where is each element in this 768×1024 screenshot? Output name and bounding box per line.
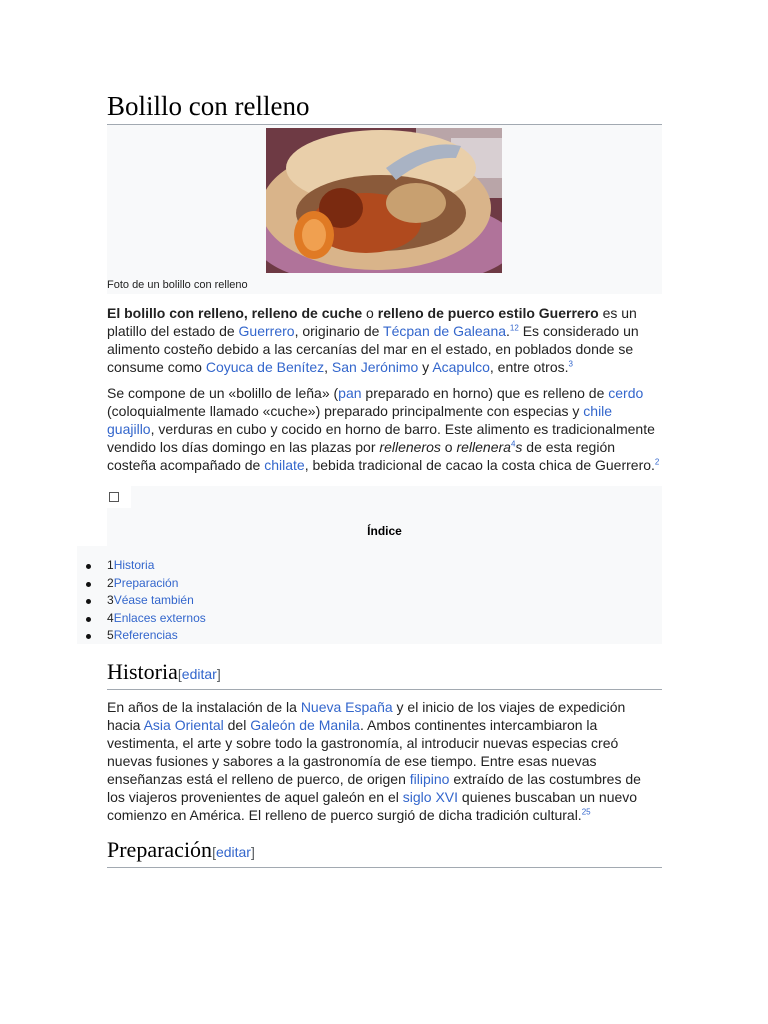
bolillo-photo[interactable] xyxy=(266,128,502,273)
link-pan[interactable]: pan xyxy=(338,385,362,401)
text: Es considerado un alimento costeño debido a las cercanías del mar en el estado, en poblados donde se consume como xyxy=(107,323,639,375)
historia-paragraph xyxy=(107,698,662,824)
figure-caption: Foto de un bolillo con relleno xyxy=(107,279,248,291)
bold-term: El bolillo con relleno, relleno de cuche xyxy=(107,305,363,321)
link-asia-oriental[interactable]: Asia Oriental xyxy=(143,717,224,733)
ref-sup[interactable]: 25 xyxy=(581,807,591,817)
toc-item-enlaces-externos[interactable] xyxy=(107,610,206,628)
text: y el inicio de los viajes de expedición hacia xyxy=(107,699,626,733)
toc-number: 1 xyxy=(107,558,114,572)
link-san-jeronimo[interactable]: San Jerónimo xyxy=(331,359,419,375)
heading-text: Preparación xyxy=(107,837,213,862)
italic-term: relleneros xyxy=(379,439,441,455)
bracket: ] xyxy=(216,666,221,682)
text: , bebida tradicional de cacao la costa chica de Guerrero. xyxy=(304,457,655,473)
toc-number: 5 xyxy=(107,628,114,642)
bracket: ] xyxy=(250,844,255,860)
text: , originario de xyxy=(294,323,384,339)
toc-title: Índice xyxy=(367,524,402,538)
section-heading-historia xyxy=(107,658,662,690)
composition-paragraph xyxy=(107,384,662,474)
heading-text: Historia xyxy=(107,659,178,684)
text: . xyxy=(506,323,510,339)
article xyxy=(107,90,662,868)
toc-link[interactable]: Referencias xyxy=(113,628,178,642)
intro-paragraph xyxy=(107,304,662,376)
bold-term: relleno de puerco estilo Guerrero xyxy=(377,305,599,321)
toc-link[interactable]: Véase también xyxy=(113,593,194,607)
text: . Ambos continentes intercambiaron la vestimenta, el arte y sobre todo la gastronomía, al introducir nuevas especias creó nuevas fusiones y sabores a la gastronomía de ese tiempo. Entre esas nuevas enseñanzas está el relleno de puerco, de origen xyxy=(107,717,619,787)
toc-panel-extension xyxy=(77,546,107,644)
text: preparado en horno) que es relleno de xyxy=(361,385,609,401)
link-galeon-manila[interactable]: Galeón de Manila xyxy=(250,717,360,733)
text: o xyxy=(440,439,457,455)
text: o xyxy=(362,305,378,321)
ref-sup[interactable]: 4 xyxy=(510,439,516,449)
link-coyuca[interactable]: Coyuca de Benítez xyxy=(205,359,325,375)
edit-section xyxy=(178,666,221,682)
link-chile-guajillo[interactable]: chile guajillo xyxy=(107,403,613,437)
link-chilate[interactable]: chilate xyxy=(264,457,305,473)
text: , verduras en cubo y cocido en horno de barro. Este alimento es tradicionalmente vendido los días domingo en las plazas por xyxy=(107,421,655,455)
bracket: [ xyxy=(177,666,182,682)
link-guerrero[interactable]: Guerrero xyxy=(238,323,295,339)
ref-sup[interactable]: 12 xyxy=(509,323,519,333)
edit-link[interactable]: editar xyxy=(181,666,217,682)
link-filipino[interactable]: filipino xyxy=(409,771,450,787)
link-nueva-espana[interactable]: Nueva España xyxy=(300,699,393,715)
toc-link[interactable]: Preparación xyxy=(113,575,179,590)
page-title: Bolillo con relleno xyxy=(107,90,662,125)
toc-list xyxy=(107,557,206,645)
toc-number: 4 xyxy=(107,610,114,625)
text: En años de la instalación de la xyxy=(107,699,301,715)
toc-number: 2 xyxy=(107,575,114,590)
italic-term: s xyxy=(515,439,523,455)
text: de esta región costeña acompañado de xyxy=(107,439,616,473)
ref-sup[interactable]: 3 xyxy=(568,359,573,369)
link-siglo-xvi[interactable]: siglo XVI xyxy=(402,789,459,805)
text: del xyxy=(223,717,251,733)
bracket: [ xyxy=(212,844,216,860)
toc-toggle-checkbox[interactable] xyxy=(107,486,131,508)
toc-link[interactable]: Enlaces externos xyxy=(113,610,206,625)
toc-item-preparacion[interactable] xyxy=(107,575,206,593)
text: , xyxy=(324,359,332,375)
toc-number: 3 xyxy=(107,593,114,607)
checkbox-icon xyxy=(109,492,119,502)
toc-item-historia[interactable] xyxy=(107,557,206,575)
section-heading-preparacion xyxy=(107,836,662,868)
toc-item-vease-tambien[interactable] xyxy=(107,592,206,610)
edit-link[interactable]: editar xyxy=(215,844,251,860)
ref-sup[interactable]: 2 xyxy=(654,457,660,467)
link-acapulco[interactable]: Acapulco xyxy=(432,359,490,375)
text: y xyxy=(418,359,433,375)
text: extraído de las costumbres de los viajeros provenientes de aquel galeón en el xyxy=(107,771,641,805)
text: quienes buscaban un nuevo comienzo en América. El relleno de puerco surgió de dicha tradición cultural. xyxy=(107,789,638,823)
link-tecpan[interactable]: Técpan de Galeana xyxy=(383,323,507,339)
text: es un platillo del estado de xyxy=(107,305,637,339)
link-cerdo[interactable]: cerdo xyxy=(608,385,644,401)
text: , entre otros. xyxy=(489,359,569,375)
toc-link[interactable]: Historia xyxy=(113,558,155,572)
text: (coloquialmente llamado «cuche») preparado principalmente con especias y xyxy=(107,403,584,419)
toc-item-referencias[interactable] xyxy=(107,627,206,645)
bolillo-photo-art xyxy=(266,128,502,273)
edit-section xyxy=(212,844,255,860)
table-of-contents xyxy=(107,486,662,644)
figure xyxy=(107,125,662,294)
italic-term: rellenera xyxy=(456,439,511,455)
text: Se compone de un «bolillo de leña» ( xyxy=(107,385,339,401)
